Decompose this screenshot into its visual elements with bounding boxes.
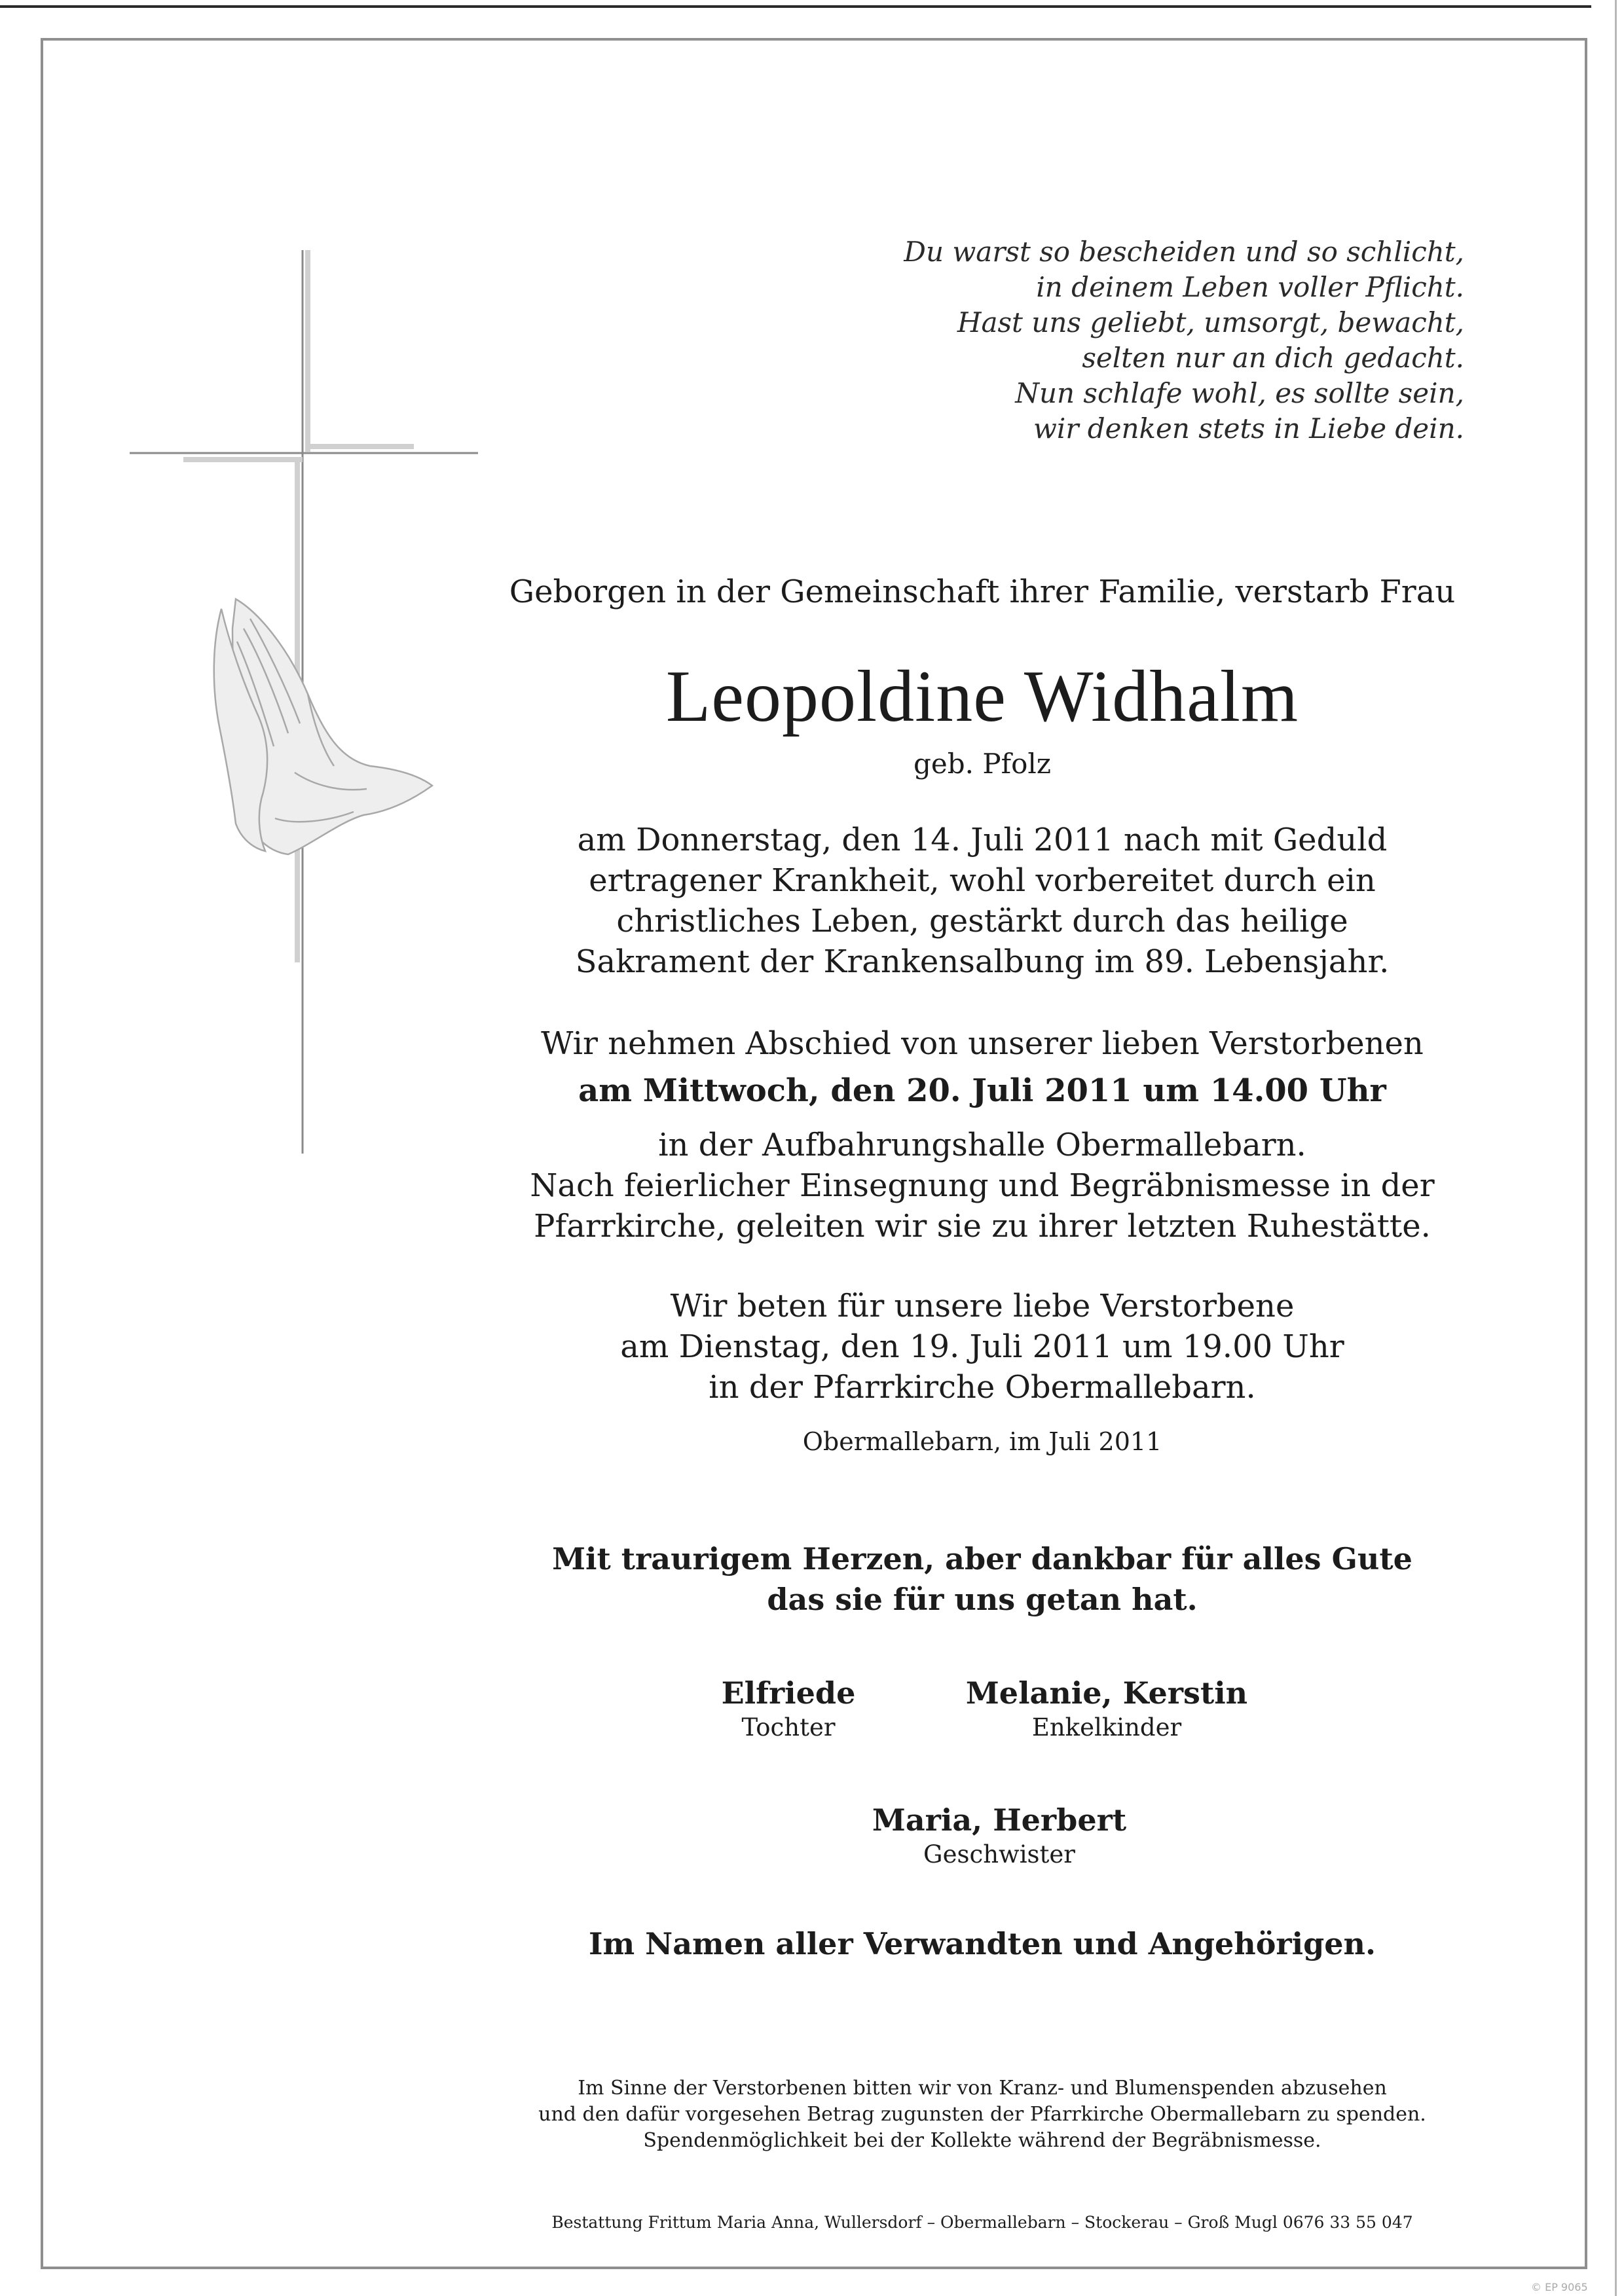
maiden-name: geb. Pfolz [913, 748, 1051, 780]
mourner-siblings [803, 1802, 1196, 1871]
donation-line: Im Sinne der Verstorbenen bitten wir von Kranz- und Blumenspenden abzusehen [578, 2077, 1387, 2100]
corner-code: © EP 9065 [1531, 2281, 1588, 2293]
prayer-notice [458, 1286, 1506, 1408]
poem-line: Du warst so bescheiden und so schlicht, [904, 236, 1464, 268]
deceased-name: Leopoldine Widhalm [665, 656, 1299, 737]
poem-line: selten nur an dich gedacht. [1082, 342, 1464, 374]
intro-text: Geborgen in der Gemeinschaft ihrer Familie, verstarb Frau [509, 574, 1456, 610]
donation-line: und den dafür vorgesehen Betrag zugunsten der Pfarrkirche Obermallebarn zu spenden. [538, 2103, 1426, 2126]
poem-line: in deinem Leben voller Pflicht. [1036, 271, 1464, 303]
farewell-line: Nach feierlicher Einsegnung und Begräbnismesse in der [530, 1167, 1435, 1204]
praying-hands-icon [214, 599, 432, 854]
death-notice-line: Sakrament der Krankensalbung im 89. Lebensjahr. [575, 943, 1390, 980]
donation-line: Spendenmöglichkeit bei der Kollekte während der Begräbnismesse. [643, 2129, 1321, 2152]
cross-icon [0, 0, 498, 1178]
farewell-intro: Wir nehmen Abschied von unserer lieben Verstorbenen [541, 1025, 1424, 1062]
mourner-relation: Enkelkinder [1031, 1713, 1182, 1741]
gratitude-text [458, 1539, 1506, 1620]
prayer-line: am Dienstag, den 19. Juli 2011 um 19.00 Uhr [620, 1328, 1344, 1365]
prayer-line: in der Pfarrkirche Obermallebarn. [709, 1369, 1256, 1406]
death-notice-line: ertragener Krankheit, wohl vorbereitet durch ein [589, 862, 1376, 899]
poem-line: Nun schlafe wohl, es sollte sein, [1015, 377, 1464, 409]
donation-notice [458, 2075, 1506, 2154]
mourner-name: Elfriede [721, 1675, 856, 1711]
undertaker-info: Bestattung Frittum Maria Anna, Wullersdorf – Obermallebarn – Stockerau – Groß Mugl 0676 33 55 047 [551, 2213, 1413, 2232]
mourner-name: Melanie, Kerstin [965, 1675, 1248, 1711]
prayer-line: Wir beten für unsere liebe Verstorbene [670, 1288, 1295, 1324]
poem-line: wir denken stets in Liebe dein. [1033, 412, 1464, 445]
scan-edge-right [1615, 0, 1617, 2296]
mourner-relation: Geschwister [923, 1840, 1075, 1868]
poem-line: Hast uns geliebt, umsorgt, bewacht, [957, 306, 1464, 338]
farewell-line: Pfarrkirche, geleiten wir sie zu ihrer letzten Ruhestätte. [534, 1208, 1431, 1245]
farewell-line: in der Aufbahrungshalle Obermallebarn. [658, 1127, 1306, 1163]
death-notice-line: am Donnerstag, den 14. Juli 2011 nach mit Geduld [577, 822, 1388, 858]
gratitude-line: das sie für uns getan hat. [767, 1582, 1198, 1617]
mourner-name: Maria, Herbert [872, 1802, 1127, 1838]
mourner-grandchildren [910, 1675, 1303, 1744]
place-date: Obermallebarn, im Juli 2011 [802, 1427, 1162, 1456]
death-notice [458, 820, 1506, 982]
mourner-relation: Tochter [741, 1713, 836, 1741]
poem [819, 234, 1464, 446]
gratitude-line: Mit traurigem Herzen, aber dankbar für alles Gute [552, 1541, 1412, 1576]
closing-text: Im Namen aller Verwandten und Angehörigen. [588, 1926, 1376, 1961]
death-notice-line: christliches Leben, gestärkt durch das heilige [616, 903, 1348, 939]
farewell-date: am Mittwoch, den 20. Juli 2011 um 14.00 Uhr [578, 1072, 1386, 1109]
farewell-details [458, 1125, 1506, 1247]
